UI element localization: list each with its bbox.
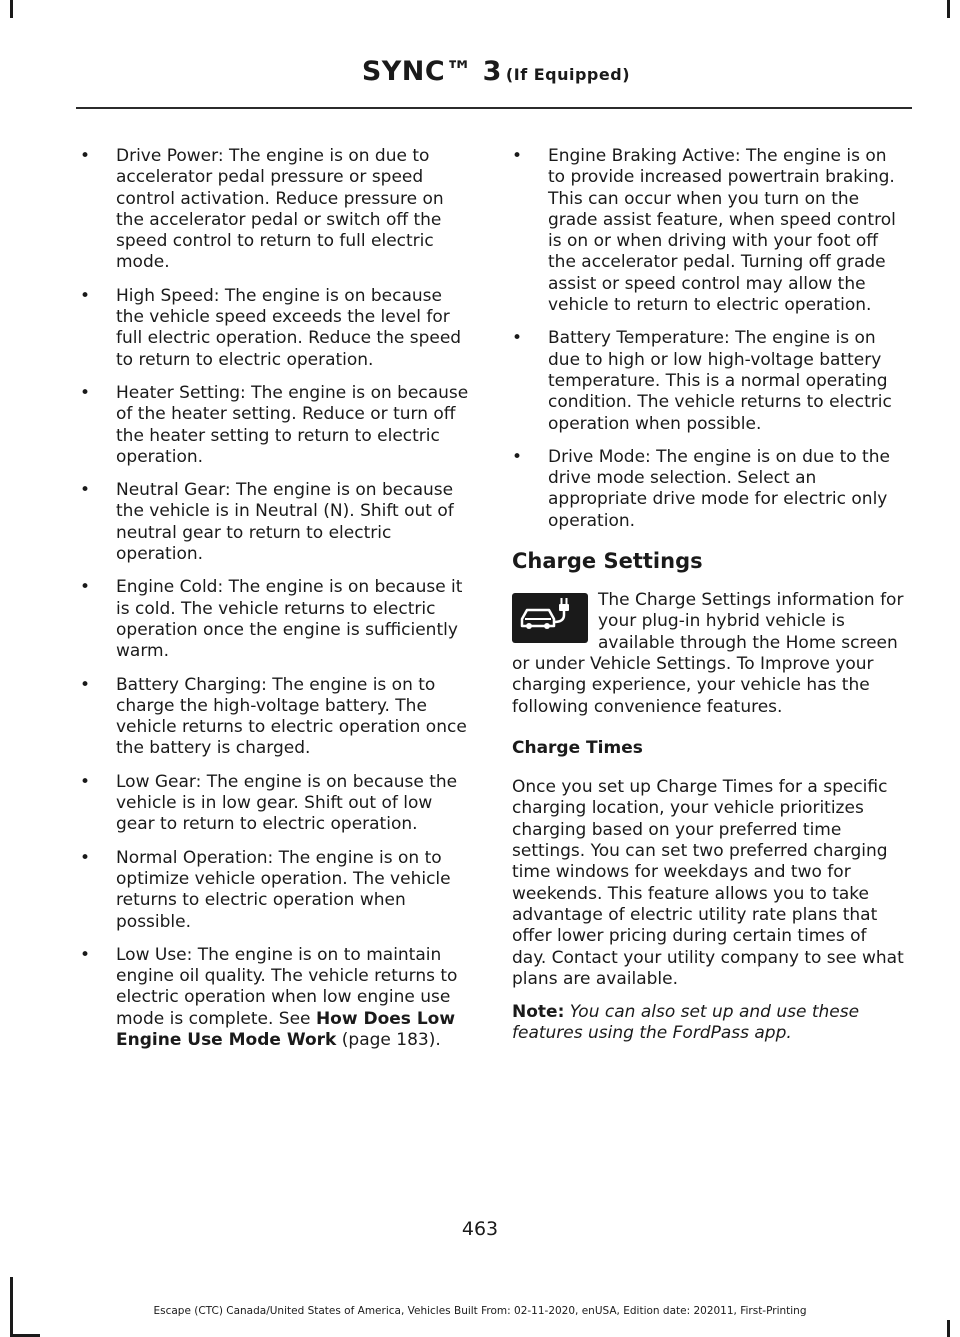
bullet-marker: • <box>80 847 91 868</box>
list-item <box>512 146 905 316</box>
list-item <box>80 945 473 1051</box>
left-bullet-list <box>80 146 473 1051</box>
bullet-marker: • <box>512 446 523 467</box>
bullet-marker: • <box>80 577 91 598</box>
list-item <box>80 286 473 371</box>
note <box>512 1002 905 1045</box>
list-item <box>80 383 473 468</box>
charge-settings-intro: The Charge Settings information for your plug-in hybrid vehicle is available through the Home screen or under Vehicle Settings. To Improve your charging experience, your vehicle has the following convenience features. <box>512 590 904 717</box>
crop-mark-bottom-right <box>947 1320 950 1337</box>
right-bullet-list <box>512 146 905 532</box>
bullet-marker: • <box>512 328 523 349</box>
list-item-text: Normal Operation: The engine is on to optimize vehicle operation. The vehicle returns to electric operation when possible. <box>116 847 451 932</box>
bullet-marker: • <box>80 480 91 501</box>
bullet-marker: • <box>80 146 91 166</box>
list-item-text: Neutral Gear: The engine is on because the vehicle is in Neutral (N). Shift out of neutral gear to return to electric operation. <box>116 480 454 565</box>
list-item <box>512 328 905 434</box>
subsection-heading-charge-times: Charge Times <box>512 737 643 758</box>
header-title: SYNC™ 3 <box>361 56 502 87</box>
crop-mark-top-left <box>10 0 13 18</box>
list-item-text: Low Gear: The engine is on because the vehicle is in low gear. Shift out of low gear to return to electric operation. <box>116 771 458 835</box>
list-item-text: Drive Power: The engine is on due to accelerator pedal pressure or speed control activation. Reduce pressure on the accelerator pedal or switch off the speed control to return to full electric mode. <box>116 146 444 273</box>
header-divider <box>76 107 912 109</box>
list-item-text: Engine Braking Active: The engine is on to provide increased powertrain braking. This can occur when you turn on the grade assist feature, when speed control is on or when driving with your foot off the accelerator pedal. Turning off grade assist or speed control may allow the vehicle to return to electric operation. <box>548 146 896 316</box>
left-column <box>80 146 473 1063</box>
page-number: 463 <box>461 1218 499 1240</box>
page-header <box>362 56 630 87</box>
list-item-text: Engine Cold: The engine is on because it is cold. The vehicle returns to electric operation once the engine is sufficiently warm. <box>116 577 463 662</box>
list-item <box>80 848 473 933</box>
bullet-marker: • <box>80 944 91 965</box>
list-item-text: High Speed: The engine is on because the vehicle speed exceeds the level for full electric operation. Reduce the speed to return to electric operation. <box>116 285 462 370</box>
list-item <box>80 577 473 662</box>
page-reference: (page 183). <box>336 1029 441 1050</box>
list-item-text: Battery Charging: The engine is on to charge the high-voltage battery. The vehicle returns to electric operation once the battery is charged. <box>116 674 467 759</box>
bullet-marker: • <box>80 771 91 792</box>
header-subtitle: (If Equipped) <box>505 65 630 84</box>
bullet-marker: • <box>80 382 91 403</box>
section-heading-charge-settings: Charge Settings <box>512 549 703 574</box>
list-item-text: Low Use: The engine is on to maintain engine oil quality. The vehicle returns to electric operation when low engine use mode is complete. See <box>116 944 458 1029</box>
right-column <box>512 146 905 1057</box>
list-item-text: Heater Setting: The engine is on because of the heater setting. Reduce or turn off the heater setting to return to electric operation. <box>116 382 469 467</box>
footer-edition-info: Escape (CTC) Canada/United States of America, Vehicles Built From: 02-11-2020, enUSA, Edition date: 202011, First-Printing <box>153 1305 807 1317</box>
note-text: You can also set up and use these features using the FordPass app. <box>512 1002 860 1044</box>
charge-times-body: Once you set up Charge Times for a specific charging location, your vehicle prioritizes charging based on your preferred time settings. You can set two preferred charging time windows for weekdays and two for weekends. This feature allows you to take advantage of electric utility rate plans that offer lower pricing during certain times of day. Contact your utility company to see what plans are available. <box>512 777 904 989</box>
list-item <box>80 772 473 836</box>
cross-reference-link[interactable]: How Does Low Engine Use Mode Work <box>116 1008 456 1050</box>
crop-mark-top-right <box>947 0 950 18</box>
list-item <box>80 675 473 760</box>
list-item <box>80 480 473 565</box>
bullet-marker: • <box>80 285 91 306</box>
list-item <box>512 447 905 532</box>
list-item <box>80 146 473 274</box>
list-item-text: Drive Mode: The engine is on due to the drive mode selection. Select an appropriate drive mode for electric only operation. <box>548 446 890 531</box>
list-item-text: Battery Temperature: The engine is on due to high or low high-voltage battery temperature. This is a normal operating condition. The vehicle returns to electric operation when possible. <box>548 328 892 434</box>
note-label: Note: <box>512 1002 565 1023</box>
bullet-marker: • <box>80 674 91 695</box>
ev-plug-icon <box>512 593 588 643</box>
bullet-marker: • <box>512 146 523 166</box>
